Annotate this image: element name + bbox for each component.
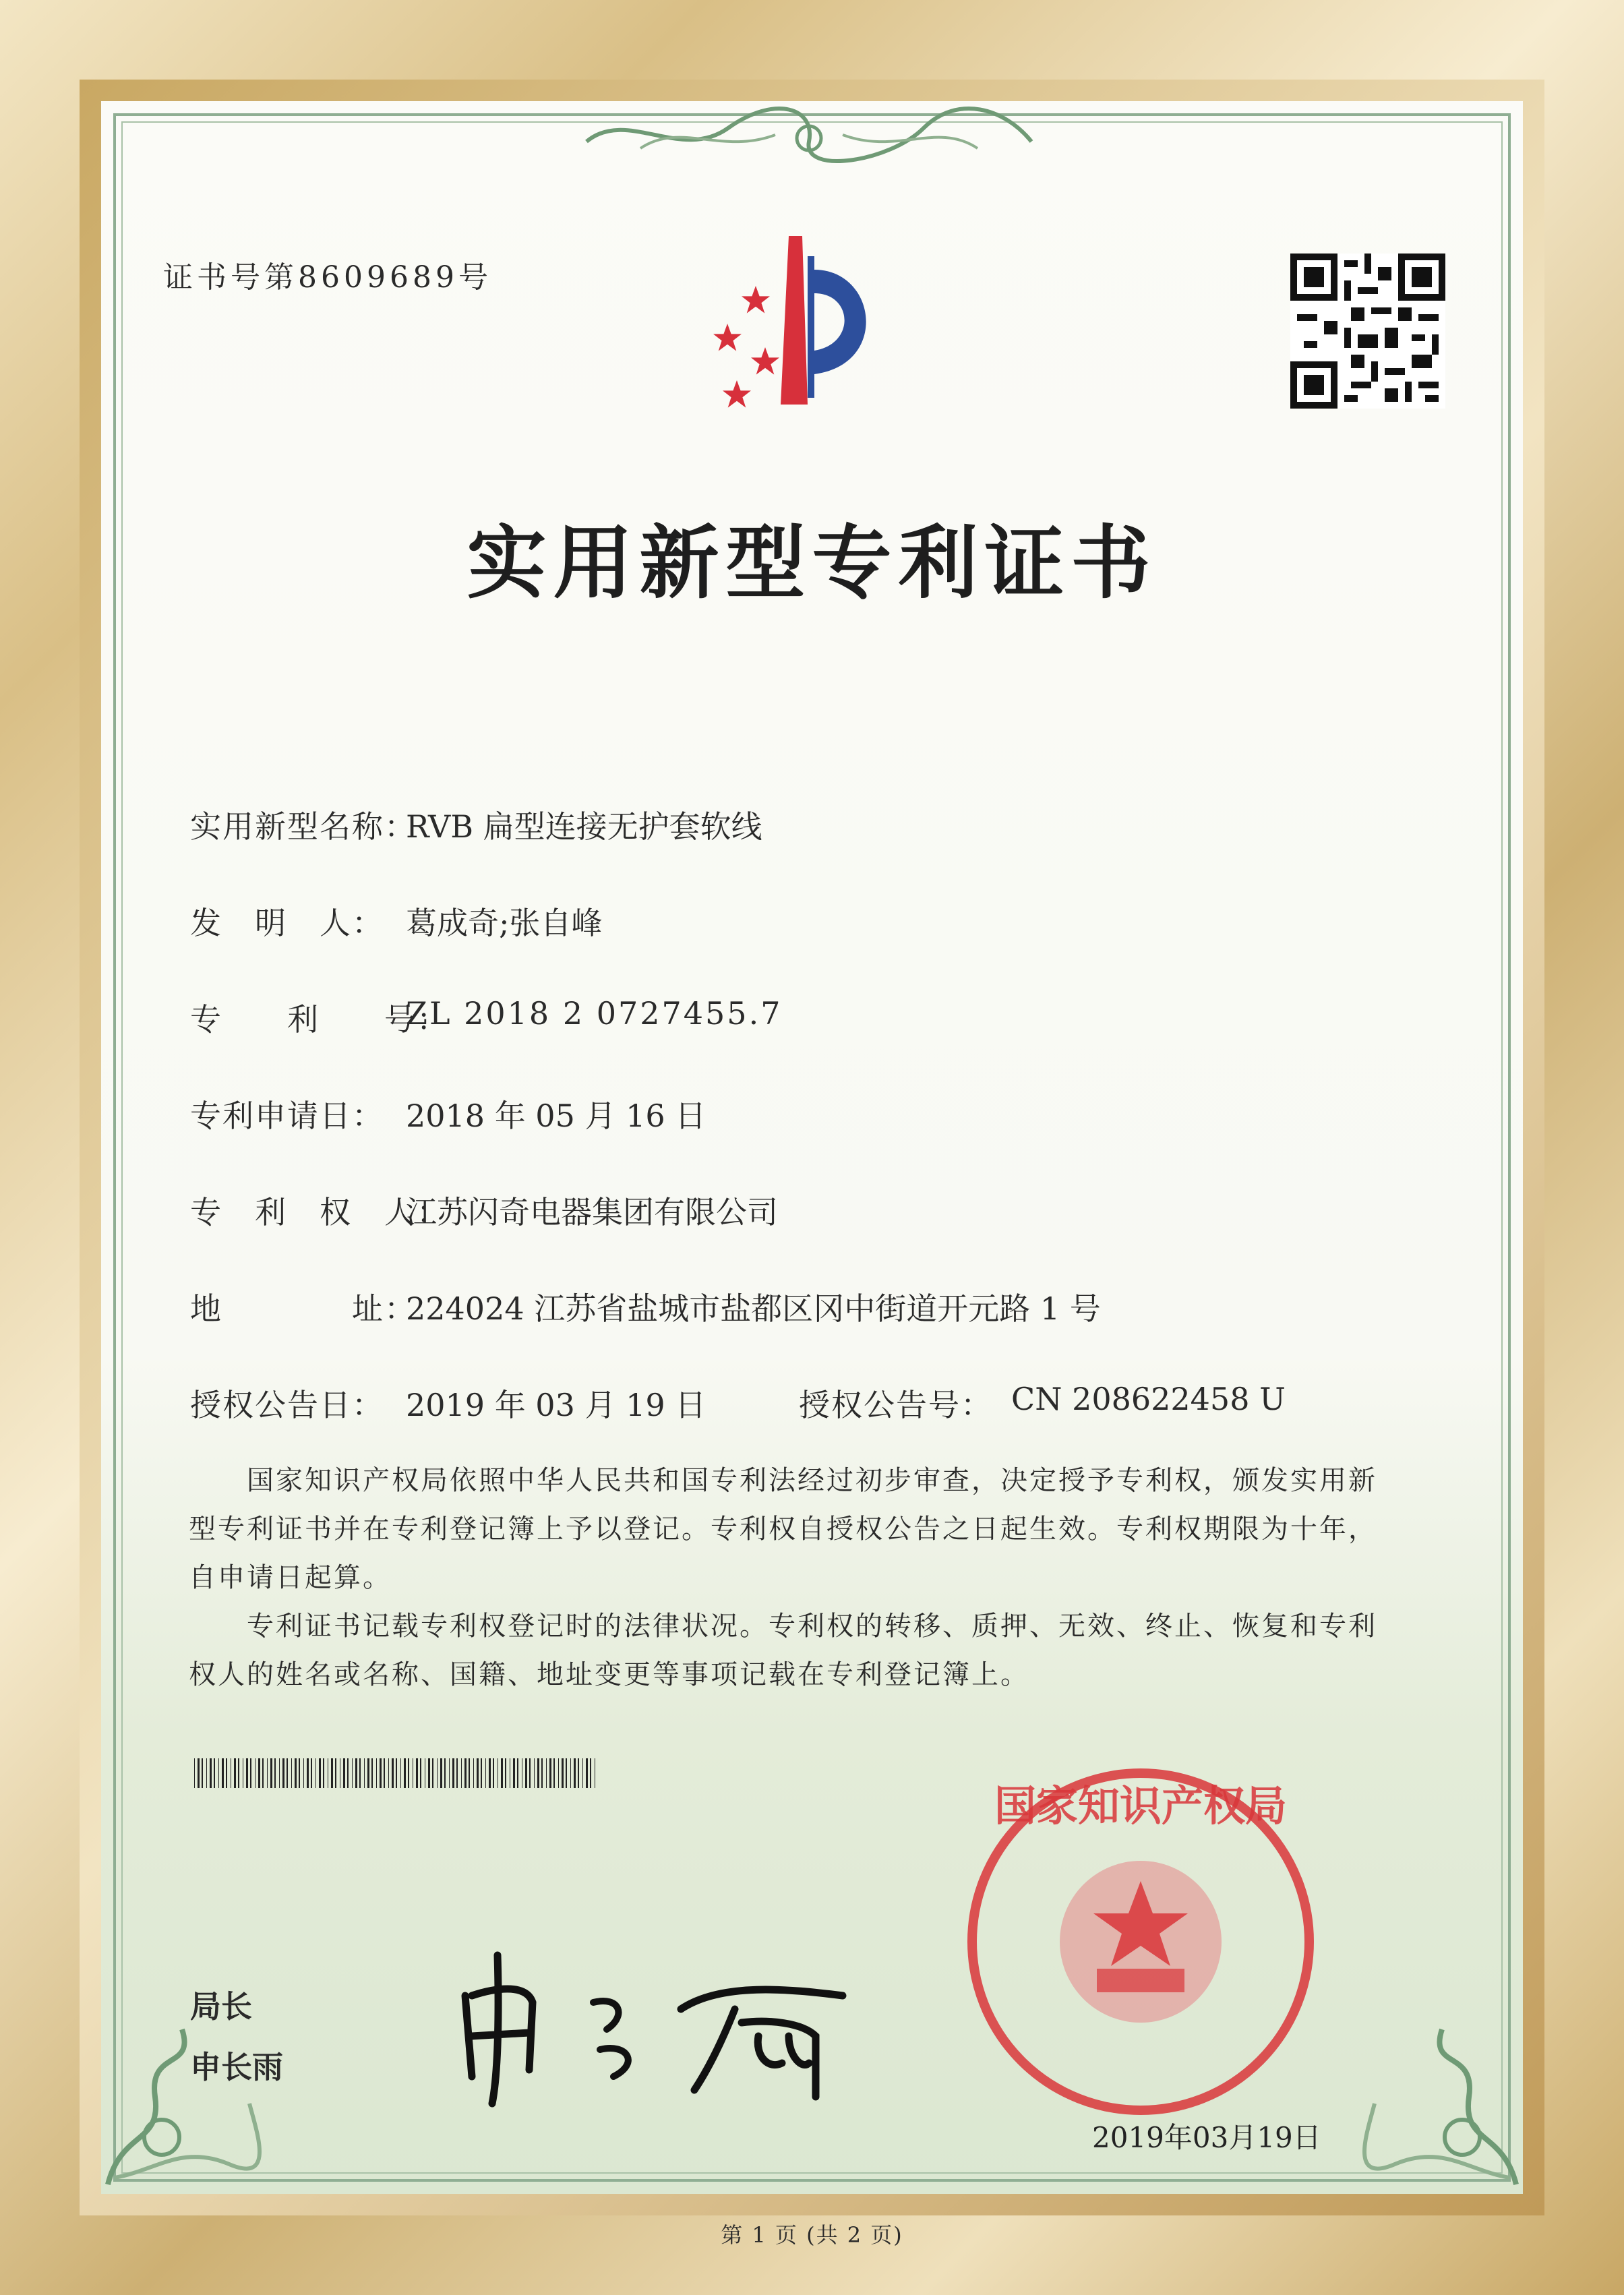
signatory-title: 局长 [190, 1988, 252, 2025]
page-number: 第 1 页 (共 2 页) [721, 2222, 903, 2248]
patent-number-value: ZL 2018 2 0727455.7 [406, 995, 783, 1032]
address-value: 224024 江苏省盐城市盐都区冈中街道开元路 1 号 [406, 1290, 1101, 1327]
signatory-name: 申长雨 [190, 2049, 283, 2085]
official-seal [952, 1746, 1329, 2164]
handwritten-signature [452, 1935, 883, 2110]
certificate-paper [101, 101, 1523, 2248]
top-ornament [573, 101, 1045, 169]
statement-paragraph-1: 国家知识产权局依照中华人民共和国专利法经过初步审查，决定授予专利权，颁发实用新型专利证书并在专利登记簿上予以登记。专利权自授权公告之日起生效。专利权期限为十年，自申请日起算。 [189, 1465, 1377, 1593]
patent-number-label: 专 利 号： [190, 1001, 449, 1038]
inventor-label: 发 明 人： [190, 905, 384, 941]
address-label: 地 址： [190, 1290, 417, 1327]
certificate-title: 实用新型专利证书 [467, 516, 1157, 609]
utility-model-name-value: RVB 扁型连接无护套软线 [406, 808, 762, 845]
patent-office-logo [694, 229, 897, 411]
patentee-value: 江苏闪奇电器集团有限公司 [406, 1194, 778, 1230]
seal-date: 2019年03月19日 [1092, 2121, 1321, 2154]
barcode [194, 1758, 599, 1788]
patentee-label: 专 利 权 人： [190, 1194, 449, 1230]
qr-code [1290, 254, 1445, 409]
statement-paragraph-2: 专利证书记载专利权登记时的法律状况。专利权的转移、质押、无效、终止、恢复和专利权人的姓名或名称、国籍、地址变更等事项记载在专利登记簿上。 [189, 1611, 1377, 1690]
seal-text: 国家知识产权局 [994, 1781, 1288, 1830]
grant-date-value: 2019 年 03 月 19 日 [406, 1387, 706, 1423]
filing-date-value: 2018 年 05 月 16 日 [406, 1098, 706, 1134]
grant-date-label: 授权公告日： [190, 1387, 384, 1423]
certificate-number: 证书号第8609689号 [163, 260, 492, 295]
filing-date-label: 专利申请日： [190, 1098, 384, 1134]
corner-ornament-bottom-right [1361, 2009, 1523, 2194]
corner-ornament-bottom-left [101, 2009, 263, 2194]
grant-number-value: CN 208622458 U [1011, 1381, 1286, 1417]
utility-model-name-label: 实用新型名称： [190, 808, 417, 845]
grant-number-label: 授权公告号： [799, 1387, 993, 1423]
inventor-value: 葛成奇;张自峰 [406, 905, 603, 941]
